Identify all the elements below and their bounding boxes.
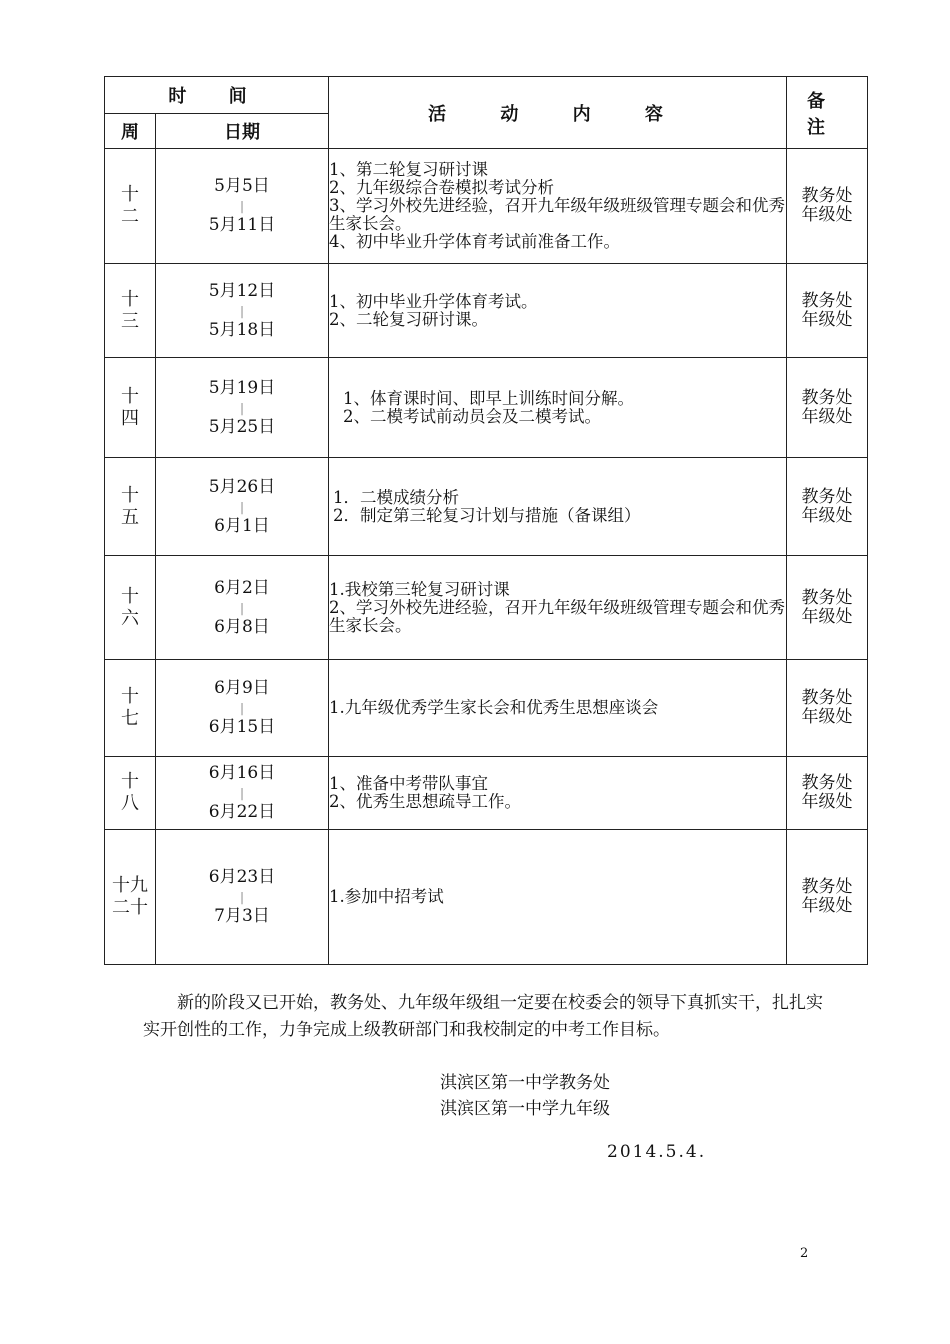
note-cell	[787, 149, 868, 264]
date-separator: |	[239, 499, 245, 514]
end-date: 5月18日	[208, 319, 276, 340]
end-date: 6月8日	[214, 616, 270, 637]
activity-cell	[329, 458, 787, 556]
note-department: 教务处	[801, 773, 853, 793]
note-cell	[787, 458, 868, 556]
week-number: 十	[121, 585, 139, 607]
note-department: 年级处	[801, 707, 853, 727]
end-date: 6月1日	[214, 515, 270, 536]
activity-item: 2、二轮复习研讨课。	[329, 309, 488, 329]
note-department: 年级处	[801, 792, 853, 812]
week-cell	[105, 458, 156, 556]
signature-grade-nine: 淇滨区第一中学九年级	[440, 1099, 610, 1119]
start-date: 5月5日	[214, 176, 270, 196]
date-range-cell	[156, 830, 329, 965]
activity-item: 1、准备中考带队事宜	[329, 774, 488, 793]
note-department: 年级处	[801, 205, 853, 225]
end-date: 5月11日	[208, 215, 276, 235]
date-separator: |	[239, 890, 245, 904]
week-number: 十	[121, 288, 139, 310]
start-date: 5月12日	[208, 280, 276, 301]
activity-item: 1．二模成绩分析	[333, 487, 459, 507]
schedule-row	[105, 660, 868, 757]
note-department: 年级处	[801, 606, 853, 627]
end-date: 5月25日	[208, 416, 276, 437]
note-department: 教务处	[801, 486, 853, 507]
date-range-cell	[156, 556, 329, 660]
date-range-cell	[156, 660, 329, 757]
start-date: 6月16日	[208, 763, 276, 783]
activity-cell	[329, 358, 787, 458]
week-number: 十	[121, 771, 139, 792]
note-cell	[787, 358, 868, 458]
schedule-table	[104, 76, 868, 965]
end-date: 6月22日	[208, 802, 276, 822]
note-cell	[787, 556, 868, 660]
date-separator: |	[239, 400, 245, 415]
header-date: 日期	[156, 114, 329, 149]
date-separator: |	[239, 199, 245, 213]
activity-item: 2、优秀生思想疏导工作。	[329, 792, 521, 811]
week-cell	[105, 264, 156, 358]
date-range-cell	[156, 149, 329, 264]
start-date: 6月9日	[214, 678, 270, 698]
activity-cell	[329, 660, 787, 757]
activity-item: 2、二模考试前动员会及二模考试。	[343, 406, 601, 426]
date-range-cell	[156, 757, 329, 830]
start-date: 5月26日	[208, 476, 276, 497]
date-range-cell	[156, 458, 329, 556]
closing-paragraph: 新的阶段又已开始，教务处、九年级年级组一定要在校委会的领导下真抓实干，扎扎实实开创性的工作，力争完成上级教研部门和我校制定的中考工作目标。	[143, 993, 823, 1040]
week-number: 三	[121, 310, 139, 332]
activity-item: 1、第二轮复习研讨课	[329, 160, 488, 179]
note-department: 教务处	[801, 877, 853, 897]
activity-cell	[329, 830, 787, 965]
activity-item: 1.我校第三轮复习研讨课	[329, 579, 510, 599]
start-date: 6月2日	[214, 577, 270, 598]
week-cell	[105, 358, 156, 458]
schedule-row	[105, 264, 868, 358]
schedule-row	[105, 358, 868, 458]
activity-item: 2．制定第三轮复习计划与措施（备课组）	[333, 505, 641, 525]
activity-item: 1、初中毕业升学体育考试。	[329, 291, 538, 311]
week-cell	[105, 556, 156, 660]
week-cell	[105, 149, 156, 264]
week-number: 五	[121, 506, 139, 528]
date-range-cell	[156, 264, 329, 358]
end-date: 7月3日	[214, 906, 270, 926]
header-note: 备 注	[787, 77, 868, 149]
note-department: 教务处	[801, 587, 853, 608]
activity-item: 1、体育课时间、即早上训练时间分解。	[343, 388, 634, 408]
date-separator: |	[239, 786, 245, 800]
activity-cell	[329, 149, 787, 264]
date-separator: |	[239, 701, 245, 715]
note-department: 教务处	[801, 387, 853, 408]
note-department: 教务处	[801, 688, 853, 708]
schedule-row	[105, 830, 868, 965]
schedule-row	[105, 458, 868, 556]
page-number: 2	[800, 1246, 809, 1261]
date-range-cell	[156, 358, 329, 458]
date-separator: |	[239, 600, 245, 615]
note-department: 年级处	[801, 896, 853, 916]
week-cell	[105, 660, 156, 757]
week-cell	[105, 830, 156, 965]
week-number: 二十	[112, 897, 148, 918]
note-cell	[787, 830, 868, 965]
activity-item: 2、学习外校先进经验，召开九年级年级班级管理专题会和优秀生家长会。	[329, 597, 785, 635]
week-number: 十	[121, 484, 139, 506]
schedule-row	[105, 757, 868, 830]
end-date: 6月15日	[208, 717, 276, 737]
document-date: 2014.5.4.	[607, 1142, 707, 1162]
activity-item: 4、初中毕业升学体育考试前准备工作。	[329, 232, 620, 251]
note-department: 教务处	[801, 290, 853, 311]
note-department: 年级处	[801, 309, 853, 330]
activity-cell	[329, 556, 787, 660]
signature-academic-office: 淇滨区第一中学教务处	[440, 1073, 610, 1093]
week-number: 二	[121, 206, 139, 227]
week-number: 十	[121, 686, 139, 707]
note-department: 年级处	[801, 505, 853, 526]
activity-item: 1.参加中招考试	[329, 887, 444, 906]
week-number: 十九	[112, 875, 148, 896]
start-date: 5月19日	[208, 377, 276, 398]
note-cell	[787, 264, 868, 358]
note-cell	[787, 660, 868, 757]
week-cell	[105, 757, 156, 830]
week-number: 六	[121, 607, 139, 629]
header-week: 周	[105, 114, 156, 149]
schedule-row	[105, 149, 868, 264]
header-activity: 活 动 内 容	[329, 77, 787, 149]
note-cell	[787, 757, 868, 830]
note-department: 年级处	[801, 406, 853, 427]
activity-item: 2、九年级综合卷模拟考试分析	[329, 178, 554, 197]
schedule-row	[105, 556, 868, 660]
week-number: 十	[121, 184, 139, 205]
week-number: 七	[121, 708, 139, 729]
date-separator: |	[239, 303, 245, 318]
week-number: 八	[121, 793, 139, 814]
activity-cell	[329, 757, 787, 830]
activity-cell	[329, 264, 787, 358]
note-department: 教务处	[801, 186, 853, 206]
week-number: 四	[121, 407, 139, 429]
week-number: 十	[121, 385, 139, 407]
start-date: 6月23日	[208, 867, 276, 887]
activity-item: 1.九年级优秀学生家长会和优秀生思想座谈会	[329, 698, 659, 717]
header-time: 时 间	[105, 77, 329, 114]
activity-item: 3、学习外校先进经验，召开九年级年级班级管理专题会和优秀生家长会。	[329, 196, 785, 233]
